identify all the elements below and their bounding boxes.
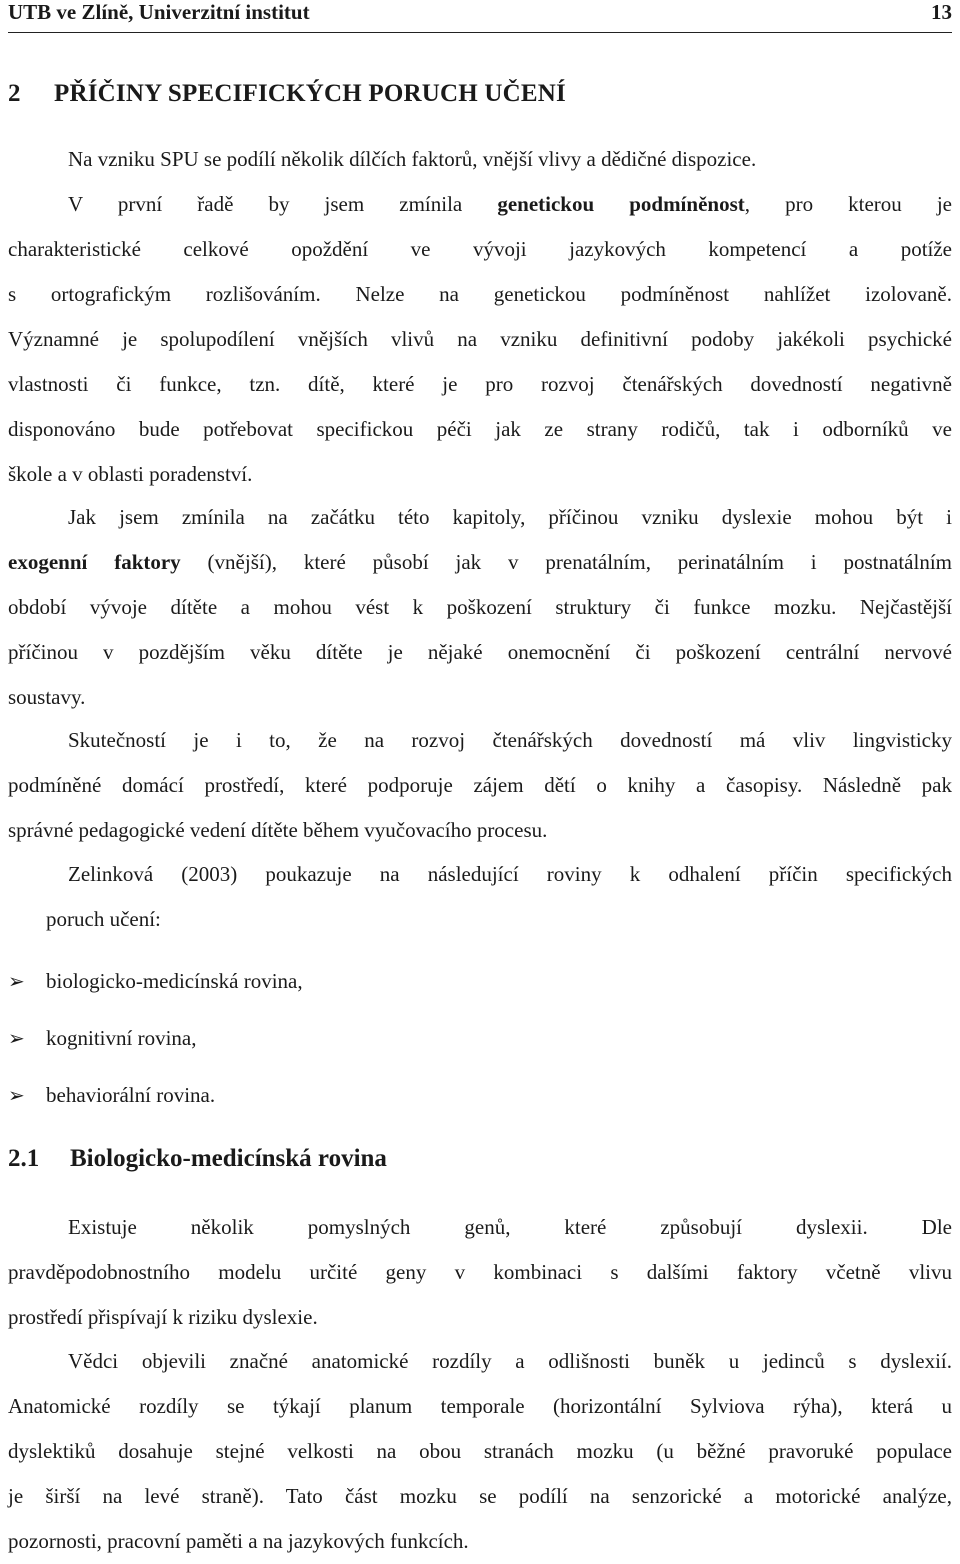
paragraph-line: je širší na levé straně). Tato část mozku se podílí na senzorické a motorické analýze, [8, 1484, 952, 1508]
paragraph-line: Vědci objevili značné anatomické rozdíly a odlišnosti buněk u jedinců s dyslexií. [68, 1349, 952, 1373]
header-divider [8, 32, 952, 33]
paragraph-line: Jak jsem zmínila na začátku této kapitoly, příčinou vzniku dyslexie mohou být i [68, 505, 952, 529]
paragraph-4 [8, 852, 952, 942]
paragraph-line: pozornosti, pracovní paměti a na jazykových funkcích. [8, 1529, 469, 1553]
list-item [8, 953, 303, 1010]
paragraph-line: disponováno bude potřebovat specifickou péči jak ze strany rodičů, tak i odborníků ve [8, 417, 952, 441]
paragraph-line: podmíněné domácí prostředí, které podporuje zájem dětí o knihy a časopisy. Následně pak [8, 773, 952, 797]
paragraph-line: Skutečností je i to, že na rozvoj čtenářských dovedností má vliv lingvisticky [68, 728, 952, 752]
bullet-list [8, 953, 303, 1124]
paragraph-line: správné pedagogické vedení dítěte během vyučovacího procesu. [8, 818, 548, 842]
paragraph-line: pravděpodobnostního modelu určité geny v kombinaci s dalšími faktory včetně vlivu [8, 1260, 952, 1284]
paragraph-6 [8, 1339, 952, 1564]
paragraph-line: poruch učení: [46, 907, 161, 931]
section-number: 2.1 [8, 1145, 40, 1172]
chapter-heading [8, 80, 566, 108]
chapter-title: PŘÍČINY SPECIFICKÝCH PORUCH UČENÍ [54, 80, 566, 107]
arrow-bullet-icon: ➢ [8, 971, 25, 993]
arrow-bullet-icon: ➢ [8, 1085, 25, 1107]
section-title: Biologicko-medicínská rovina [70, 1145, 387, 1172]
paragraph-line: soustavy. [8, 685, 86, 709]
list-item [8, 1067, 303, 1124]
list-item-text: behaviorální rovina. [46, 1083, 216, 1107]
paragraph-line: Na vzniku SPU se podílí několik dílčích faktorů, vnější vlivy a dědičné dispozice. [68, 147, 757, 171]
list-item [8, 1010, 303, 1067]
paragraph-3 [8, 718, 952, 853]
paragraph-line: exogenní faktory (vnější), které působí jak v prenatálním, perinatálním i postnatálním [8, 550, 952, 574]
emphasis-genetic: genetickou podmíněnost [497, 192, 745, 216]
paragraph-line: Existuje několik pomyslných genů, které způsobují dyslexii. Dle [68, 1215, 952, 1239]
paragraph-line: Významné je spolupodílení vnějších vlivů na vzniku definitivní podoby jakékoli psychické [8, 327, 952, 351]
paragraph-line: charakteristické celkové opoždění ve vývoji jazykových kompetencí a potíže [8, 237, 952, 261]
paragraph-line: období vývoje dítěte a mohou vést k poškození struktury či funkce mozku. Nejčastější [8, 595, 952, 619]
chapter-number: 2 [8, 80, 21, 107]
page-number: 13 [931, 0, 952, 24]
paragraph-line: Zelinková (2003) poukazuje na následující roviny k odhalení příčin specifických [68, 862, 952, 886]
paragraph-2 [8, 495, 952, 720]
paragraph-5 [8, 1205, 952, 1340]
section-heading [8, 1145, 387, 1173]
paragraph-line: prostředí přispívají k riziku dyslexie. [8, 1305, 318, 1329]
arrow-bullet-icon: ➢ [8, 1028, 25, 1050]
paragraph-line: vlastnosti či funkce, tzn. dítě, které je pro rozvoj čtenářských dovedností negativně [8, 372, 952, 396]
running-header [8, 0, 952, 28]
header-institution: UTB ve Zlíně, Univerzitní institut [8, 0, 310, 24]
list-item-text: kognitivní rovina, [46, 1026, 197, 1050]
list-item-text: biologicko-medicínská rovina, [46, 969, 303, 993]
paragraph-1 [8, 137, 952, 497]
paragraph-line: dyslektiků dosahuje stejné velkosti na obou stranách mozku (u běžné pravoruké populace [8, 1439, 952, 1463]
paragraph-line: příčinou v pozdějším věku dítěte je nějaké onemocnění či poškození centrální nervové [8, 640, 952, 664]
paragraph-line: V první řadě by jsem zmínila genetickou podmíněnost, pro kterou je [68, 192, 953, 216]
paragraph-line: škole a v oblasti poradenství. [8, 462, 253, 486]
emphasis-exogenous: exogenní faktory [8, 550, 181, 574]
paragraph-line: Anatomické rozdíly se týkají planum temporale (horizontální Sylviova rýha), která u [8, 1394, 952, 1418]
paragraph-line: s ortografickým rozlišováním. Nelze na genetickou podmíněnost nahlížet izolovaně. [8, 282, 952, 306]
